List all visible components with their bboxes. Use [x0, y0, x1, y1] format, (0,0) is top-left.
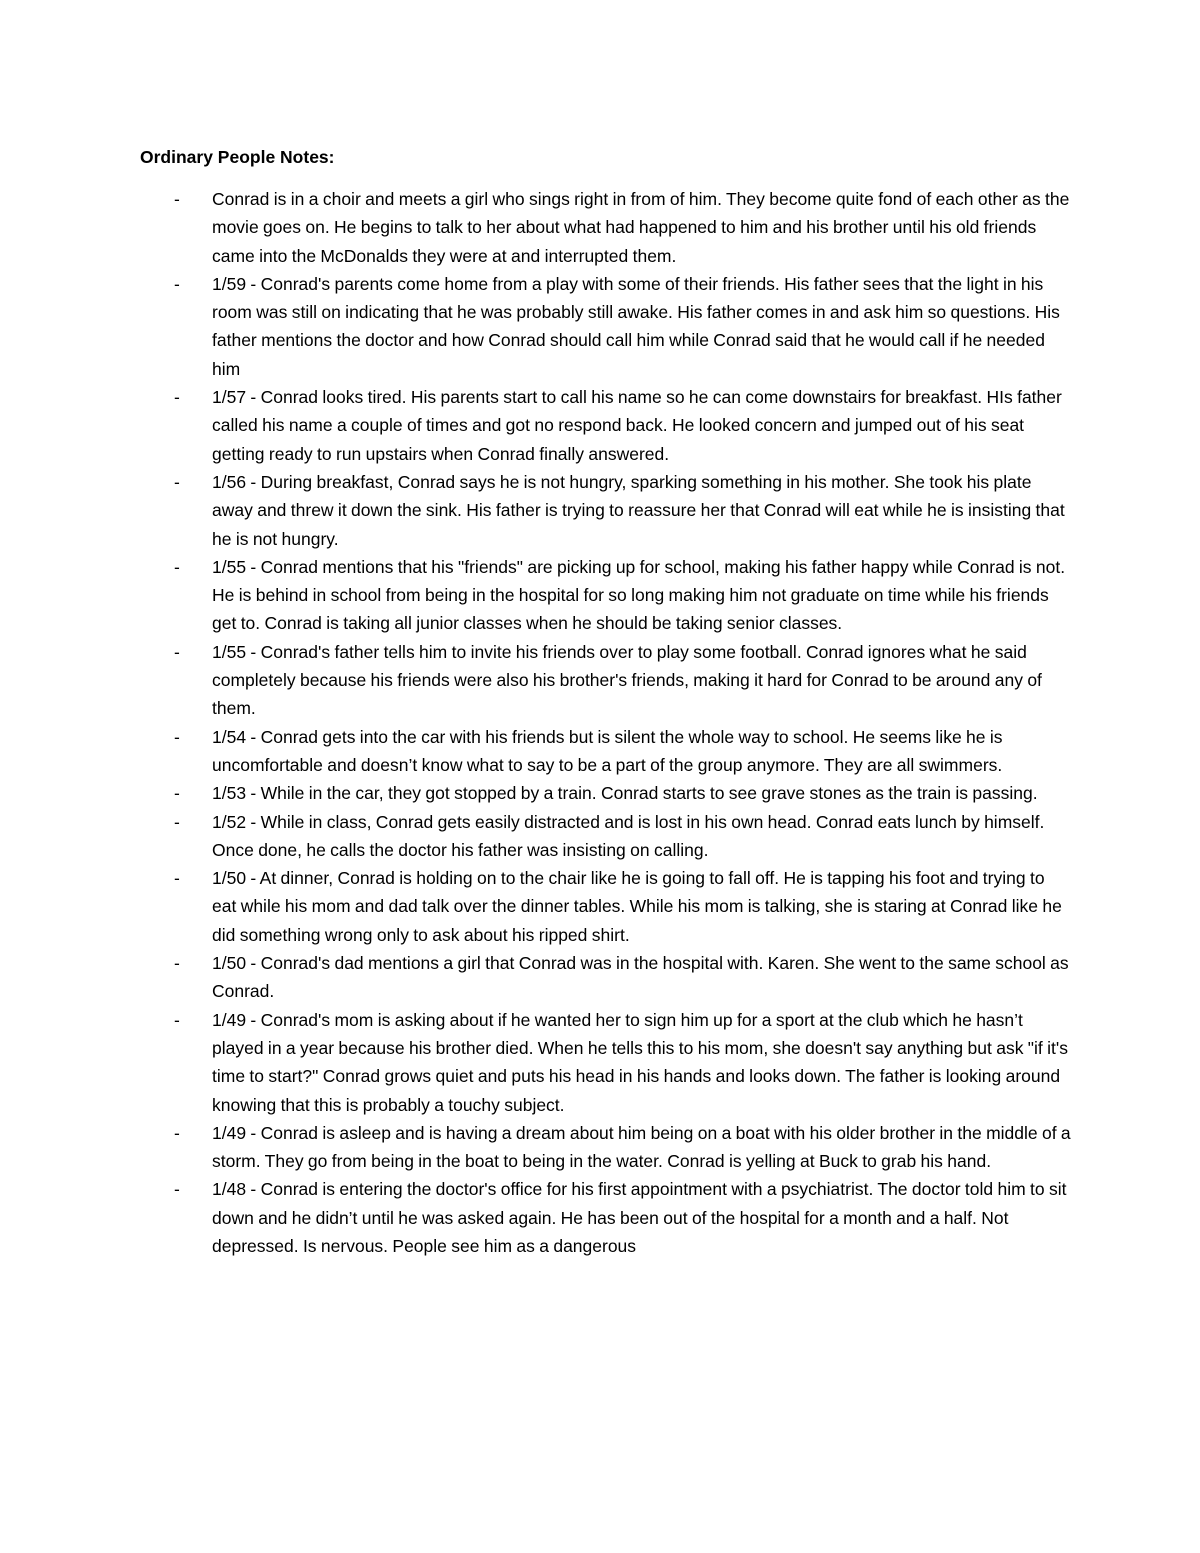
bullet-dash: - — [174, 783, 180, 804]
note-item — [0, 553, 1200, 638]
note-item — [0, 1119, 1200, 1176]
note-item — [0, 1175, 1200, 1260]
note-text: Conrad is in a choir and meets a girl who sings right in from of him. They become quite fond of each other as the movie goes on. He begins to talk to her about what had happened to him and his brother until his old friends came into the McDonalds they were at and interrupted them. — [212, 189, 1070, 266]
note-item — [0, 949, 1200, 1006]
note-item — [0, 383, 1200, 468]
note-text: 1/48 - Conrad is entering the doctor's office for his first appointment with a psychiatrist. The doctor told him to sit down and he didn’t until he was asked again. He has been out of the hospital for a month and a half. Not depressed. Is nervous. People see him as a dangerous — [212, 1179, 1067, 1256]
bullet-dash: - — [174, 641, 180, 662]
note-text: 1/49 - Conrad's mom is asking about if he wanted her to sign him up for a sport at the club which he hasn’t played in a year because his brother died. When he tells this to his mom, she doesn't say anything but ask "if it's time to start?" Conrad grows quiet and puts his head in his hands and looks down. The father is looking around knowing that this is probably a touchy subject. — [212, 1009, 1068, 1115]
note-text: 1/50 - Conrad's dad mentions a girl that Conrad was in the hospital with. Karen. She went to the same school as Conrad. — [212, 953, 1069, 1002]
note-item — [0, 808, 1200, 865]
note-text: 1/59 - Conrad's parents come home from a play with some of their friends. His father sees that the light in his room was still on indicating that he was probably still awake. His father comes in and ask him so questions. His father mentions the doctor and how Conrad should call him while Conrad said that he would call if he needed him — [212, 273, 1060, 379]
bullet-dash: - — [174, 189, 180, 209]
note-text: 1/53 - While in the car, they got stopped by a train. Conrad starts to see grave stones as the train is passing. — [212, 783, 1038, 804]
note-text: 1/52 - While in class, Conrad gets easily distracted and is lost in his own head. Conrad eats lunch by himself. Once done, he calls the doctor his father was insisting on calling. — [212, 811, 1045, 860]
note-text: 1/49 - Conrad is asleep and is having a dream about him being on a boat with his older brother in the middle of a storm. They go from being in the boat to being in the water. Conrad is yelling at Buck to grab his hand. — [212, 1122, 1071, 1172]
note-item — [0, 1006, 1200, 1119]
document-title: Ordinary People Notes: — [140, 147, 335, 167]
note-item — [0, 779, 1200, 807]
note-text: 1/56 - During breakfast, Conrad says he is not hungry, sparking something in his mother. She took his plate away and threw it down the sink. His father is trying to reassure her that Conrad will eat while he is insisting that he is not hungry. — [212, 471, 1065, 549]
bullet-dash: - — [174, 1179, 180, 1200]
notes-list — [0, 185, 1200, 1260]
bullet-dash: - — [174, 556, 180, 577]
note-text: 1/50 - At dinner, Conrad is holding on to the chair like he is going to fall off. He is tapping his foot and trying to eat while his mom and dad talk over the dinner tables. While his mom is talking, she is staring at Conrad like he did something wrong only to ask about his ripped shirt. — [212, 868, 1062, 945]
note-item — [0, 468, 1200, 553]
note-item — [0, 185, 1200, 270]
bullet-dash: - — [174, 726, 180, 747]
note-item — [0, 723, 1200, 780]
bullet-dash: - — [174, 811, 180, 832]
note-text: 1/57 - Conrad looks tired. His parents start to call his name so he can come downstairs for breakfast. HIs father called his name a couple of times and got no respond back. He looked concern and jumped out of his seat getting ready to run upstairs when Conrad finally answered. — [212, 387, 1062, 464]
bullet-dash: - — [174, 273, 180, 294]
note-item — [0, 638, 1200, 723]
bullet-dash: - — [174, 868, 180, 889]
bullet-dash: - — [174, 387, 180, 408]
note-item — [0, 864, 1200, 949]
bullet-dash: - — [174, 1009, 180, 1030]
bullet-dash: - — [174, 1122, 180, 1143]
note-text: 1/54 - Conrad gets into the car with his friends but is silent the whole way to school. He seems like he is uncomfortable and doesn’t know what to say to be a part of the group anymore. They are all swimmers. — [212, 726, 1003, 775]
note-text: 1/55 - Conrad's father tells him to invite his friends over to play some football. Conrad ignores what he said completely because his friends were also his brother's friends, making it hard for Conrad to be around any of them. — [212, 641, 1042, 719]
note-item — [0, 270, 1200, 383]
bullet-dash: - — [174, 471, 180, 492]
bullet-dash: - — [174, 953, 180, 974]
note-text: 1/55 - Conrad mentions that his "friends" are picking up for school, making his father happy while Conrad is not. He is behind in school from being in the hospital for so long making him not graduate on time while his friends get to. Conrad is taking all junior classes when he should be taking senior classes. — [212, 556, 1066, 634]
